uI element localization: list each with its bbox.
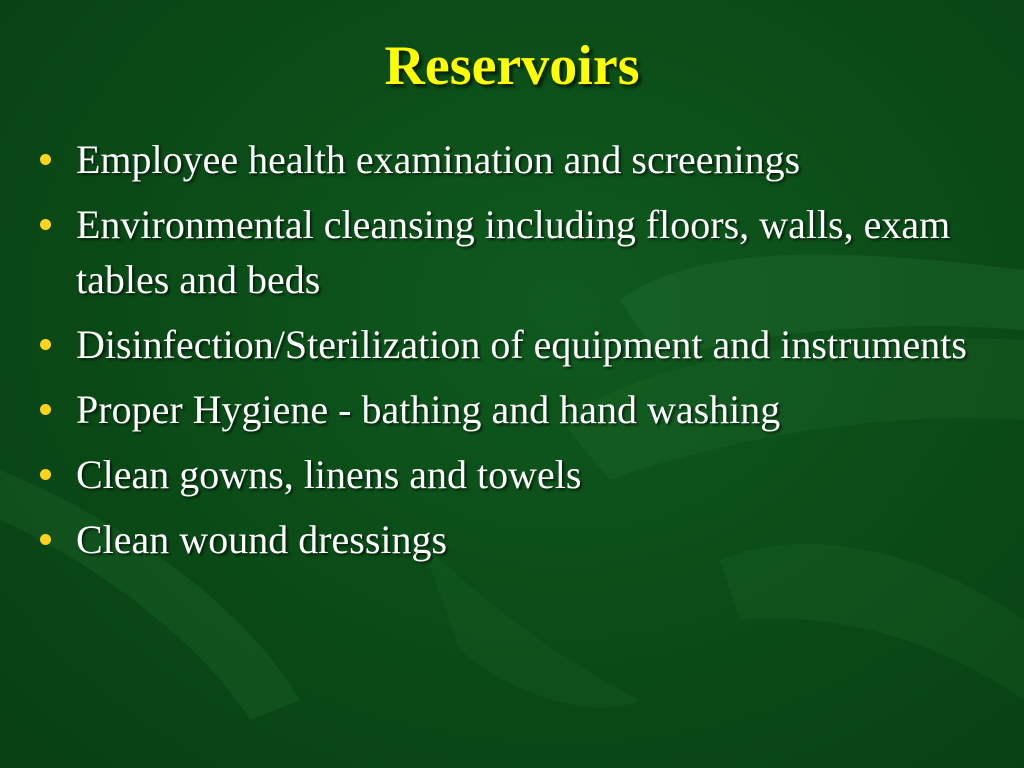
bullet-item — [40, 197, 990, 307]
bullet-text: Disinfection/Sterilization of equipment and instruments — [76, 322, 967, 367]
bullet-item — [40, 317, 990, 372]
bullet-item — [40, 512, 990, 567]
bullet-list — [40, 132, 990, 577]
bullet-item — [40, 447, 990, 502]
bullet-text: Employee health examination and screenings — [76, 137, 801, 182]
bullet-point-icon — [40, 404, 51, 415]
bullet-text: Environmental cleansing including floors, walls, exam tables and beds — [76, 202, 951, 302]
bullet-point-icon — [40, 154, 51, 165]
bullet-text: Clean wound dressings — [76, 517, 448, 562]
bullet-point-icon — [40, 469, 51, 480]
bullet-point-icon — [40, 534, 51, 545]
bullet-item — [40, 132, 990, 187]
bullet-text: Proper Hygiene - bathing and hand washing — [76, 387, 781, 432]
bullet-point-icon — [40, 339, 51, 350]
bullet-text: Clean gowns, linens and towels — [76, 452, 582, 497]
bullet-item — [40, 382, 990, 437]
slide-title: Reservoirs — [384, 35, 640, 97]
bullet-point-icon — [40, 219, 51, 230]
